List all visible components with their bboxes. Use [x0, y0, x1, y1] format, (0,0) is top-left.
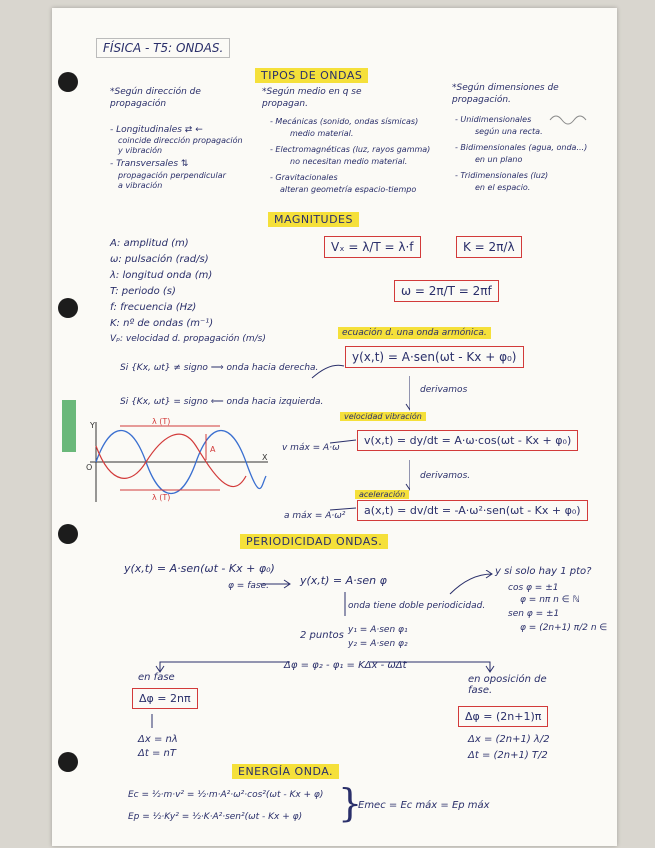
tipos-col3-head: *Según dimensiones de propagación. — [452, 83, 559, 105]
sign-rule-left: Si {Kx, ωt} = signo ⟸ onda hacia izquierda. — [120, 397, 324, 407]
tipos-col1-line: - Transversales ⇅ — [110, 159, 189, 169]
single-point-line: φ = (2n+1) π/2 n ∈ — [520, 623, 608, 633]
sign-rule-right: Si {Kx, ωt} ≠ signo ⟹ onda hacia derecha. — [120, 363, 319, 373]
tipos-col2-head: *Según medio en q se propagan. — [262, 87, 362, 109]
graph-lambda-bottom: λ (T) — [152, 493, 171, 502]
magnitude-item: f: frecuencia (Hz) — [110, 302, 197, 313]
graph-lambda-top: λ (T) — [152, 417, 171, 426]
graph-y-label: Y — [90, 421, 95, 430]
tipos-col3-line: - Tridimensionales (luz) — [455, 171, 549, 180]
opposition-dx: Δx = (2n+1) λ/2 — [468, 734, 550, 745]
flow-arrows — [300, 350, 410, 520]
wave-red — [96, 434, 246, 486]
binder-hole — [58, 298, 78, 318]
tipos-col2-line: no necesitan medio material. — [290, 157, 408, 166]
tipos-col3-line: según una recta. — [475, 127, 543, 136]
tipos-col2-line: - Gravitacionales — [270, 173, 338, 182]
periodicity-arrows — [150, 570, 500, 730]
graph-amplitude: A — [210, 445, 216, 454]
formula-pulsation: ω = 2π/T = 2πf — [394, 280, 499, 302]
graph-x-label: X — [262, 453, 268, 462]
formula-wavenumber: K = 2π/λ — [456, 236, 522, 258]
tipos-col2-line: medio material. — [290, 129, 354, 138]
in-phase-dt: Δt = nT — [138, 748, 176, 759]
acceleration-label: aceleración — [355, 490, 409, 499]
section-title-tipos: TIPOS DE ONDAS — [255, 68, 368, 83]
wave-sketch-icon — [548, 112, 588, 126]
binder-hole — [58, 752, 78, 772]
tipos-col3-line: en un plano — [475, 155, 523, 164]
formula-acceleration: a(x,t) = dv/dt = -A·ω²·sen(ωt - Kx + φ₀) — [357, 500, 588, 521]
magnitude-item: K: nº de ondas (m⁻¹) — [110, 318, 214, 329]
derive-note: derivamos — [420, 385, 468, 395]
point-1-eq: y₁ = A·sen φ₁ — [348, 625, 408, 635]
tipos-col2-line: - Electromagnéticas (luz, rayos gamma) — [270, 145, 431, 154]
formula-period-1: y(x,t) = A·sen(ωt - Kx + φ₀) — [124, 562, 275, 575]
potential-energy-eq: Ep = ½·Ky² = ½·K·A²·sen²(ωt - Kx + φ) — [128, 812, 303, 822]
opposition-dt: Δt = (2n+1) T/2 — [468, 750, 548, 761]
in-phase-label: en fase — [138, 672, 175, 683]
single-point-line: cos φ = ±1 — [508, 583, 559, 593]
binder-hole — [58, 524, 78, 544]
phase-note: φ = fase. — [228, 581, 269, 591]
page-header: FÍSICA - T5: ONDAS. — [96, 38, 230, 58]
kinetic-energy-eq: Ec = ½·m·v² = ½·m·A²·ω²·cos²(ωt - Kx + φ) — [128, 790, 324, 800]
page-tab — [62, 400, 76, 452]
point-2-eq: y₂ = A·sen φ₂ — [348, 639, 408, 649]
amax-note: a máx = A·ω² — [284, 511, 346, 521]
formula-period-2: y(x,t) = A·sen φ — [300, 574, 387, 587]
tipos-col3-line: - Bidimensionales (agua, onda...) — [455, 143, 588, 152]
opposition-label: en oposición de fase. — [468, 674, 547, 696]
tipos-col2-line: - Mecánicas (sonido, ondas sísmicas) — [270, 117, 419, 126]
phase-diff-eq: Δφ = φ₂ - φ₁ = KΔx - ωΔt — [284, 660, 407, 671]
single-point-line: φ = nπ n ∈ ℕ — [520, 595, 580, 605]
derive-note: derivamos. — [420, 471, 471, 481]
tipos-col1-line: - Longitudinales ⇄ ← — [110, 125, 203, 135]
graph-origin-label: O — [86, 463, 93, 472]
tipos-col1-line: propagación perpendicular a vibración — [118, 171, 226, 190]
tipos-col3-line: - Unidimensionales — [455, 115, 532, 124]
tipos-col1-head: *Según dirección de propagación — [110, 87, 201, 109]
magnitude-item: T: periodo (s) — [110, 286, 176, 297]
single-point-question: y si solo hay 1 pto? — [495, 566, 592, 577]
single-point-line: sen φ = ±1 — [508, 609, 560, 619]
tipos-col1-line: coincide dirección propagación y vibración — [118, 136, 243, 155]
wave-graph — [86, 416, 272, 506]
magnitude-item: ω: pulsación (rad/s) — [110, 254, 209, 265]
formula-opposition: Δφ = (2n+1)π — [458, 706, 548, 727]
section-title-magnitudes: MAGNITUDES — [268, 212, 359, 227]
binder-hole — [58, 72, 78, 92]
magnitude-item: Vₚ: velocidad d. propagación (m/s) — [110, 334, 266, 344]
formula-wave-eq: y(x,t) = A·sen(ωt - Kx + φ₀) — [345, 346, 524, 368]
vmax-note: v máx = A·ω — [282, 443, 340, 453]
section-title-periodicidad: PERIODICIDAD ONDAS. — [240, 534, 388, 549]
two-points-label: 2 puntos — [300, 630, 344, 641]
velocity-label: velocidad vibración — [340, 412, 426, 421]
formula-in-phase: Δφ = 2nπ — [132, 688, 198, 709]
tipos-col2-line: alteran geometría espacio-tiempo — [280, 185, 417, 194]
double-periodicity-note: onda tiene doble periodicidad. — [348, 601, 486, 611]
brace-icon: } — [338, 781, 363, 825]
formula-velocity-vib: v(x,t) = dy/dt = A·ω·cos(ωt - Kx + φ₀) — [357, 430, 578, 451]
mechanical-energy-eq: Emec = Ec máx = Ep máx — [358, 800, 490, 811]
formula-velocity: Vₓ = λ/T = λ·f — [324, 236, 421, 258]
magnitude-item: A: amplitud (m) — [110, 238, 189, 249]
section-title-energia: ENERGÍA ONDA. — [232, 764, 339, 779]
harmonic-eq-label: ecuación d. una onda armónica. — [338, 327, 491, 339]
in-phase-dx: Δx = nλ — [138, 734, 178, 745]
magnitude-item: λ: longitud onda (m) — [110, 270, 213, 281]
tipos-col3-line: en el espacio. — [475, 183, 531, 192]
